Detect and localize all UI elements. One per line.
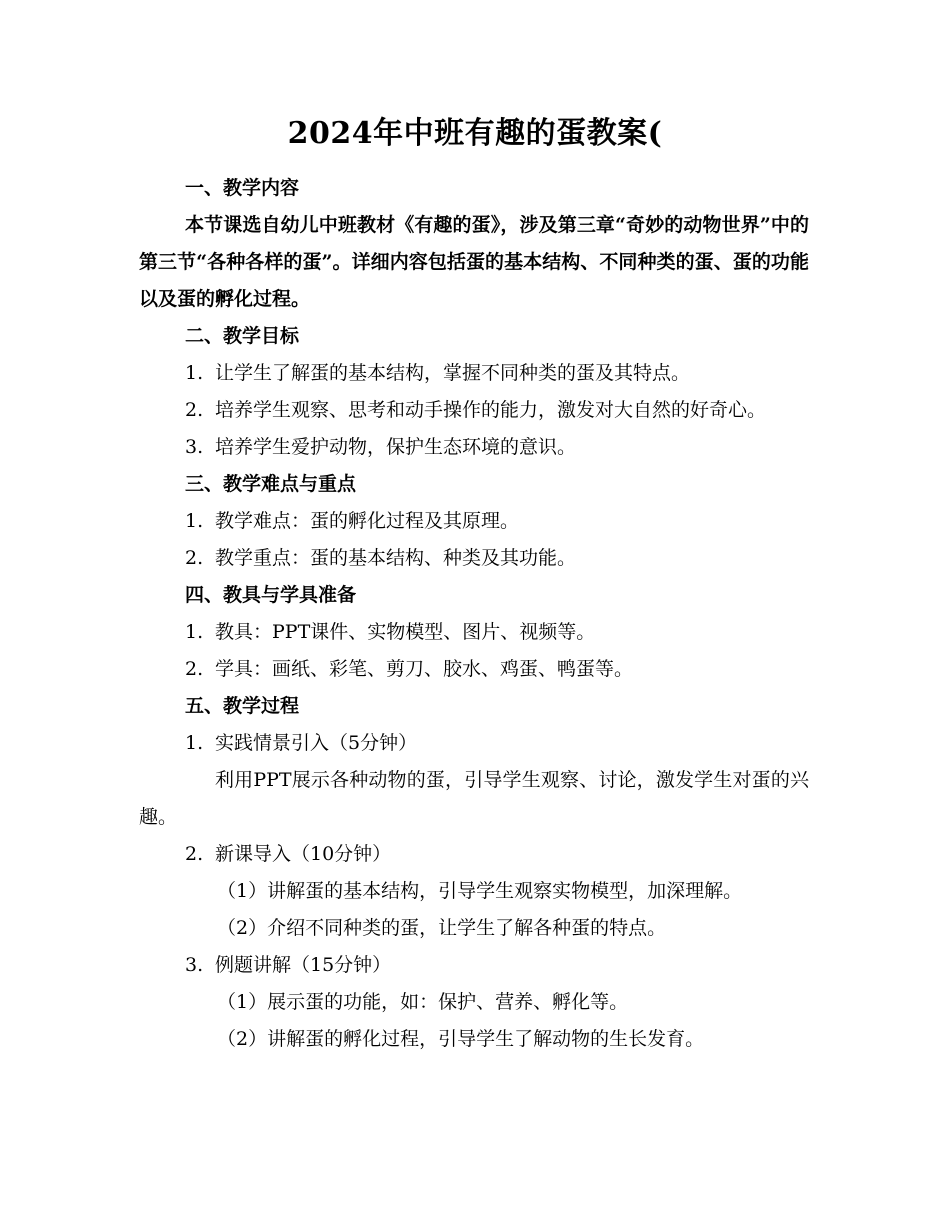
step-number: 1.: [185, 732, 204, 754]
section-heading: 一、教学内容: [185, 177, 300, 199]
list-item: [139, 503, 809, 540]
step-title: 实践情景引入（5分钟）: [215, 732, 418, 754]
document-title: 2024年中班有趣的蛋教案(: [287, 116, 663, 151]
section-paragraph: 本节课选自幼儿中班教材《有趣的蛋》，涉及第三章“奇妙的动物世界”中的第三节“各种各样的蛋”。详细内容包括蛋的基本结构、不同种类的蛋、蛋的功能以及蛋的孵化过程。: [139, 214, 809, 310]
section-heading: 四、教具与学具准备: [185, 584, 357, 606]
step-sub-item: （1）讲解蛋的基本结构，引导学生观察实物模型，加深理解。: [217, 880, 743, 902]
section-heading: 五、教学过程: [185, 695, 300, 717]
list-item-number: 3.: [185, 436, 204, 458]
list-item: [139, 651, 809, 688]
list-item-number: 1.: [185, 621, 204, 643]
step-title: 新课导入（10分钟）: [215, 843, 392, 865]
list-item: [139, 355, 809, 392]
list-item-text: 让学生了解蛋的基本结构，掌握不同种类的蛋及其特点。: [215, 362, 691, 384]
list-item-text: 教学难点：蛋的孵化过程及其原理。: [215, 510, 520, 532]
list-item-number: 2.: [185, 547, 204, 569]
list-item: [139, 540, 809, 577]
list-item: [139, 429, 809, 466]
step-title: 例题讲解（15分钟）: [215, 954, 392, 976]
step-number: 2.: [185, 843, 204, 865]
step-sub-item: （2）讲解蛋的孵化过程，引导学生了解动物的生长发育。: [217, 1028, 705, 1050]
step-description: 利用PPT展示各种动物的蛋，引导学生观察、讨论，激发学生对蛋的兴趣。: [139, 769, 809, 828]
list-item-text: 培养学生观察、思考和动手操作的能力，激发对大自然的好奇心。: [215, 399, 767, 421]
list-item-number: 1.: [185, 510, 204, 532]
list-item-number: 2.: [185, 399, 204, 421]
list-item: [139, 392, 809, 429]
section-heading: 二、教学目标: [185, 325, 300, 347]
list-item-text: 培养学生爱护动物，保护生态环境的意识。: [215, 436, 577, 458]
document-body: [139, 170, 809, 1058]
step-sub-item: （2）介绍不同种类的蛋，让学生了解各种蛋的特点。: [217, 917, 667, 939]
list-item-text: 教具：PPT课件、实物模型、图片、视频等。: [215, 621, 596, 643]
list-item-number: 2.: [185, 658, 204, 680]
step-sub-item: （1）展示蛋的功能，如：保护、营养、孵化等。: [217, 991, 629, 1013]
list-item-text: 教学重点：蛋的基本结构、种类及其功能。: [215, 547, 577, 569]
list-item-number: 1.: [185, 362, 204, 384]
section-heading: 三、教学难点与重点: [185, 473, 357, 495]
process-step: [139, 836, 809, 873]
process-step: [139, 947, 809, 984]
list-item-text: 学具：画纸、彩笔、剪刀、胶水、鸡蛋、鸭蛋等。: [215, 658, 634, 680]
step-number: 3.: [185, 954, 204, 976]
process-step: [139, 725, 809, 762]
list-item: [139, 614, 809, 651]
